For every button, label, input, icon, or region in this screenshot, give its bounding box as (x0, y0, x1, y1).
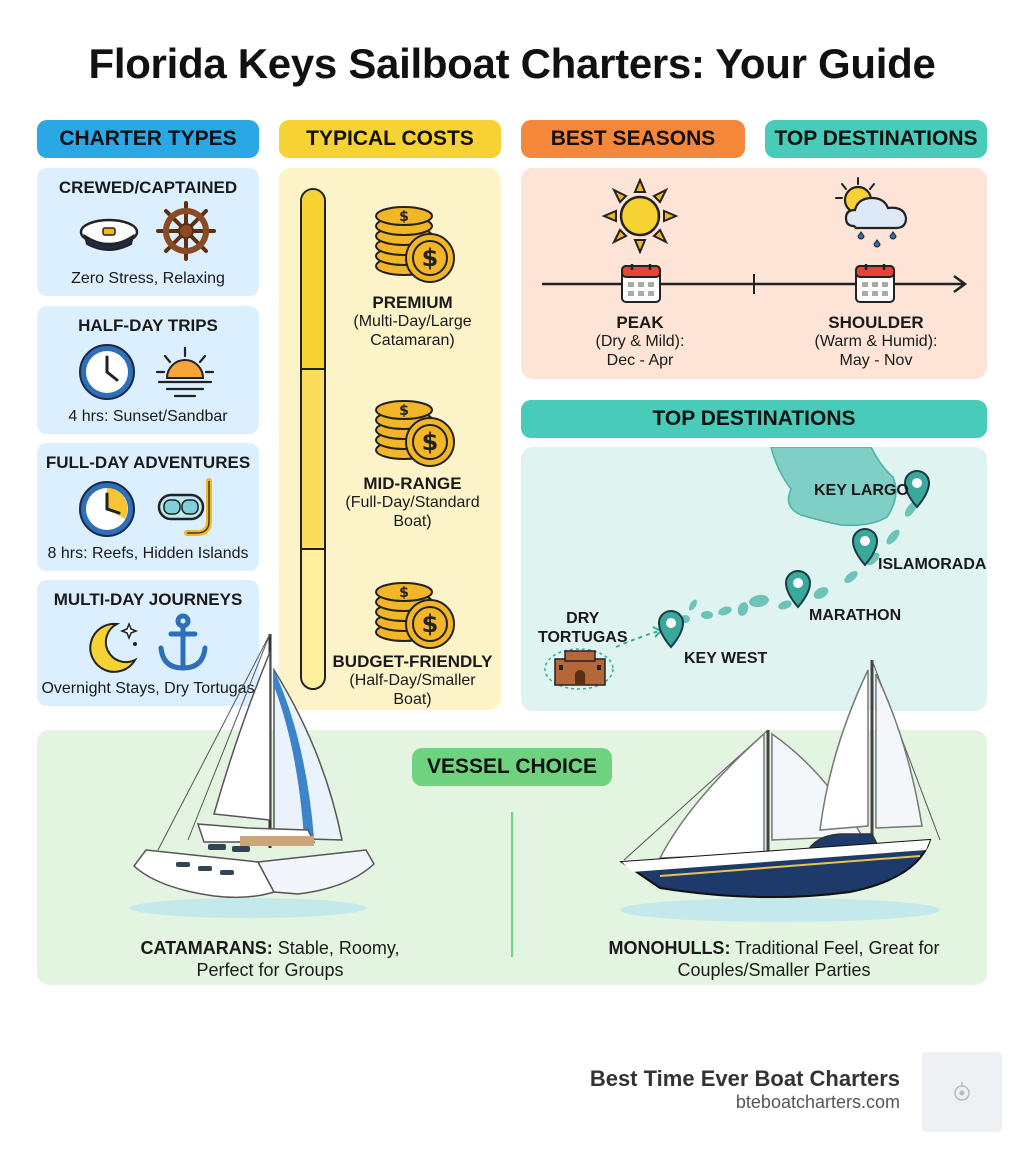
best-seasons-header: BEST SEASONS (521, 120, 745, 158)
brand-url: bteboatcharters.com (735, 1092, 900, 1112)
season-peak (540, 313, 740, 370)
top-destinations-tab: TOP DESTINATIONS (765, 120, 987, 158)
season-title: PEAK (616, 313, 664, 332)
season-shoulder (776, 313, 976, 370)
clock-icon (77, 342, 137, 402)
svg-text:$: $ (421, 244, 439, 272)
svg-text:$: $ (421, 610, 439, 638)
dest-islamorada: ISLAMORADA (878, 556, 987, 573)
dest-dry-tortugas: DRY TORTUGAS (538, 610, 628, 646)
season-timeline (540, 260, 970, 310)
sunset-icon (153, 342, 217, 402)
sun-cloud-rain-icon (834, 176, 916, 252)
cost-detail: (Full-Day/Standard Boat) (345, 494, 480, 530)
cost-title: BUDGET-FRIENDLY (332, 652, 493, 671)
monohull-label: MONOHULLS: Traditional Feel, Great for Couples/Smaller Parties (608, 938, 940, 980)
dest-key-largo: KEY LARGO (814, 482, 909, 499)
season-detail: (Dry & Mild): (595, 333, 685, 350)
cost-segment-mid-range (302, 370, 324, 550)
map-pin-icon (659, 611, 683, 647)
charter-card-label: CREWED/CAPTAINED (58, 178, 238, 197)
monohull-illustration (600, 650, 950, 940)
cost-premium (330, 293, 495, 350)
charter-card-half-day (37, 306, 259, 434)
charter-card-label: HALF-DAY TRIPS (78, 316, 218, 335)
cost-title: MID-RANGE (363, 474, 462, 493)
cost-detail: (Multi-Day/Large Catamaran) (353, 313, 472, 349)
cost-mid-range (330, 474, 495, 531)
cost-level-bar (300, 188, 326, 690)
charter-card-caption: 4 hrs: Sunset/Sandbar (68, 408, 228, 425)
cost-title: PREMIUM (372, 293, 453, 312)
charter-card-full-day (37, 443, 259, 571)
dest-key-west: KEY WEST (684, 650, 768, 667)
svg-text:$: $ (399, 209, 409, 225)
ship-wheel-icon (155, 200, 217, 262)
season-months: Dec - Apr (606, 352, 674, 369)
coins-icon (372, 390, 458, 470)
clock-icon (77, 479, 137, 539)
snorkel-mask-icon (153, 475, 219, 541)
charter-card-caption: Overnight Stays, Dry Tortugas (41, 680, 255, 697)
charter-card-caption: 8 hrs: Reefs, Hidden Islands (47, 545, 249, 562)
catamaran-label: CATAMARANS: Stable, Roomy, Perfect for Groups (140, 938, 400, 980)
fort-icon (555, 651, 605, 685)
charter-card-caption: Zero Stress, Relaxing (71, 270, 225, 287)
brand-name: Best Time Ever Boat Charters (589, 1066, 900, 1091)
vessel-divider (511, 812, 513, 957)
coins-icon (372, 200, 458, 286)
top-destinations-header: TOP DESTINATIONS (521, 400, 987, 438)
page-title: Florida Keys Sailboat Charters: Your Guide (88, 40, 936, 87)
brand-block (590, 1066, 900, 1113)
svg-text:$: $ (399, 585, 409, 601)
captain-hat-icon (77, 206, 141, 254)
sun-icon (602, 178, 678, 254)
cost-segment-premium (302, 190, 324, 370)
charter-types-header: CHARTER TYPES (37, 120, 259, 158)
charter-card-label: FULL-DAY ADVENTURES (45, 453, 251, 472)
typical-costs-header: TYPICAL COSTS (279, 120, 501, 158)
charter-card-crewed (37, 168, 259, 296)
svg-text:$: $ (399, 403, 409, 419)
season-title: SHOULDER (828, 313, 924, 332)
vessel-choice-header: VESSEL CHOICE (412, 748, 612, 786)
brand-logo-icon (922, 1052, 1002, 1132)
dest-marathon: MARATHON (809, 607, 902, 624)
charter-card-label: MULTI-DAY JOURNEYS (53, 590, 243, 609)
catamaran-illustration (128, 630, 388, 930)
badge-icon (953, 1081, 971, 1103)
cost-detail: (Half-Day/Smaller Boat) (349, 672, 476, 708)
svg-text:$: $ (421, 428, 439, 456)
season-months: May - Nov (839, 352, 913, 369)
season-detail: (Warm & Humid): (814, 333, 938, 350)
